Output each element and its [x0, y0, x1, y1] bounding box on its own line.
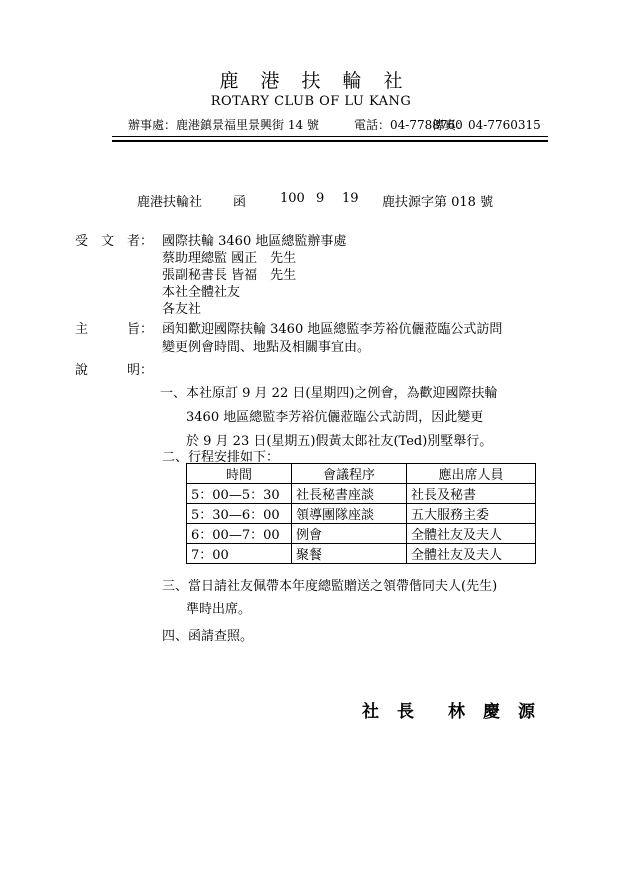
club-fax: 傳真：04-7760315 — [432, 118, 541, 132]
schedule-cell: 例會 — [292, 524, 407, 544]
schedule-row — [187, 544, 536, 564]
reference-sender: 鹿港扶輪社 — [137, 195, 203, 210]
schedule-cell: 聚餐 — [292, 544, 407, 564]
explanation-label: 說 明： — [75, 363, 154, 378]
recipient-item: 國際扶輪 3460 地區總監辦事處 — [162, 234, 347, 249]
recipient-item: 張副秘書長 皆福 先生 — [162, 268, 297, 283]
schedule-header-cell: 應出席人員 — [407, 464, 536, 484]
schedule-cell: 五大服務主委 — [407, 504, 536, 524]
explanation-item-1-line: 3460 地區總監李芳裕伉儷蒞臨公式訪問，因此變更 — [186, 410, 484, 425]
subject-line: 函知歡迎國際扶輪 3460 地區總監李芳裕伉儷蒞臨公式訪問 — [162, 322, 503, 337]
explanation-item-3-line: 三、當日請社友佩帶本年度總監贈送之領帶偕同夫人(先生) — [162, 579, 498, 594]
schedule-row — [187, 484, 536, 504]
club-title: 鹿港扶輪社 — [219, 70, 425, 92]
explanation-item-4: 四、函請查照。 — [162, 629, 254, 644]
schedule-cell: 社長秘書座談 — [292, 484, 407, 504]
header-divider-thick — [112, 140, 548, 142]
schedule-cell: 社長及秘書 — [407, 484, 536, 504]
explanation-item-1-line: 一、本社原訂 9 月 22 日(星期四)之例會，為歡迎國際扶輪 — [160, 386, 498, 401]
schedule-cell: 全體社友及夫人 — [407, 544, 536, 564]
club-english-name: ROTARY CLUB OF LU KANG — [210, 94, 412, 109]
schedule-cell: 7：00 — [187, 544, 292, 564]
club-address: 辦事處：鹿港鎮景福里景興街 14 號 — [128, 118, 319, 132]
explanation-item-1-line: 於 9 月 23 日(星期五)假黃太郎社友(Ted)別墅舉行。 — [186, 434, 493, 449]
schedule-cell: 領導團隊座談 — [292, 504, 407, 524]
recipient-item: 蔡助理總監 國正 先生 — [162, 251, 297, 266]
schedule-cell: 全體社友及夫人 — [407, 524, 536, 544]
subject-label: 主 旨： — [75, 322, 154, 337]
header-divider-thin — [112, 136, 548, 137]
schedule-header-row — [187, 464, 536, 484]
schedule-cell: 5：00—5：30 — [187, 484, 292, 504]
club-phone: 電話：04-7788760 — [354, 118, 463, 132]
reference-year: 100 — [280, 191, 305, 206]
reference-day: 19 — [342, 191, 359, 206]
schedule-header-cell: 會議程序 — [292, 464, 407, 484]
recipient-item: 本社全體社友 — [162, 285, 241, 300]
schedule-row — [187, 524, 536, 544]
signature-title: 社長 — [362, 702, 432, 722]
explanation-item-3-line: 準時出席。 — [186, 602, 252, 617]
explanation-item-2-heading: 二、行程安排如下： — [162, 450, 280, 465]
subject-line: 變更例會時間、地點及相關事宜由。 — [162, 340, 371, 355]
reference-month: 9 — [316, 191, 325, 206]
schedule-row — [187, 504, 536, 524]
schedule-cell: 5：30—6：00 — [187, 504, 292, 524]
schedule-cell: 6：00—7：00 — [187, 524, 292, 544]
signature-name: 林慶源 — [448, 702, 553, 722]
schedule-header-cell: 時間 — [187, 464, 292, 484]
recipients-label: 受 文 者： — [75, 234, 154, 249]
schedule-table — [186, 463, 536, 564]
reference-type: 函 — [233, 195, 247, 210]
reference-number: 鹿扶源字第 018 號 — [382, 195, 494, 210]
recipient-item: 各友社 — [162, 302, 202, 317]
